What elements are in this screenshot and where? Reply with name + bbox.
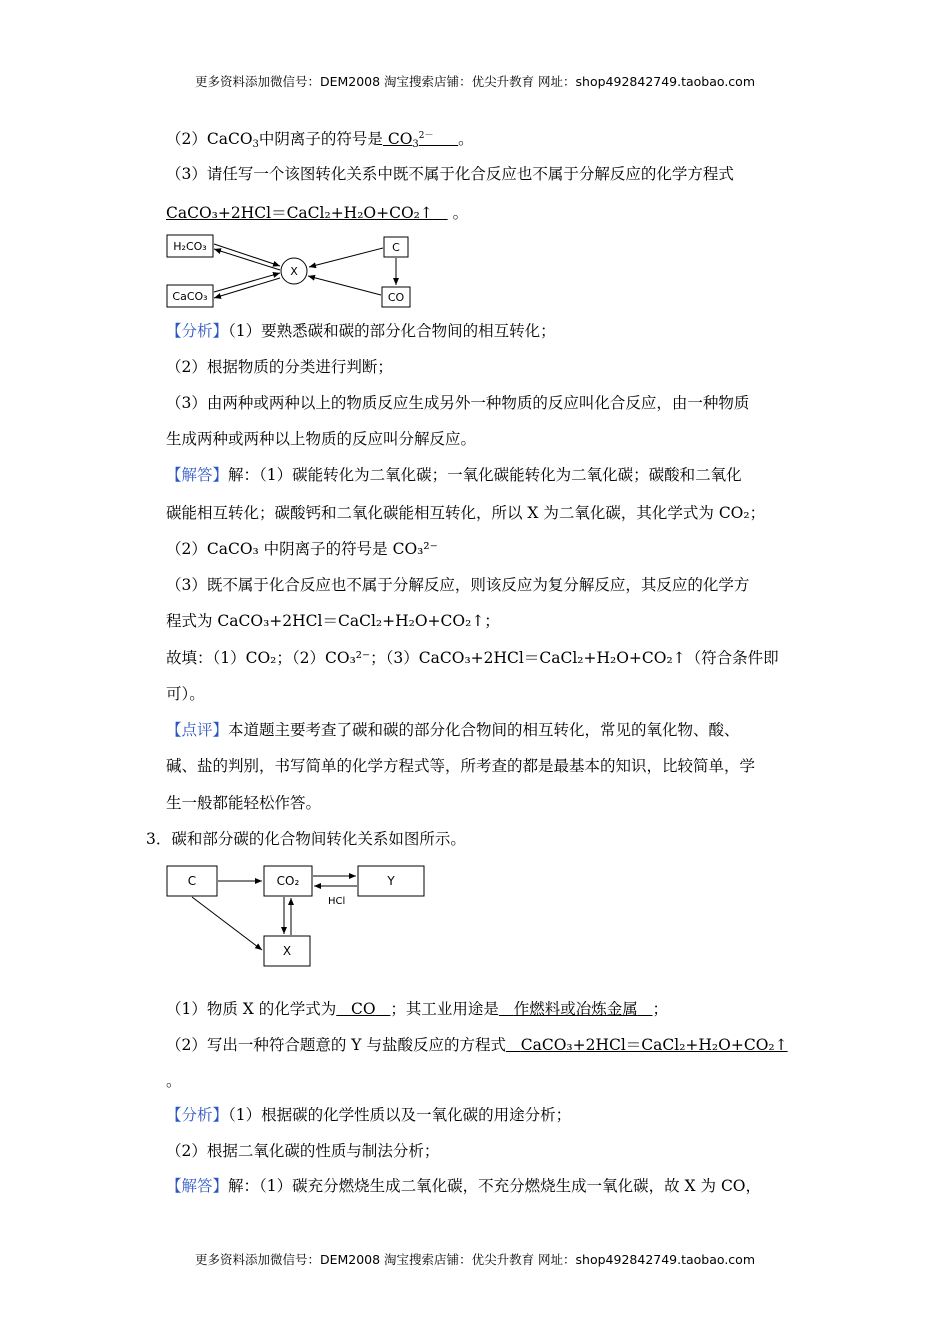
q3-analysis-2: （2）根据二氧化碳的性质与制法分析； bbox=[166, 1142, 440, 1160]
analysis-line-4: 生成两种或两种以上物质的反应叫分解反应。 bbox=[166, 430, 477, 448]
q3-part2-answer: CaCO₃+2HCl＝CaCl₂+H₂O+CO₂↑ bbox=[520, 1036, 788, 1054]
label-hcl: HCl bbox=[328, 896, 346, 907]
solution-line-2: 碳能相互转化；碳酸钙和二氧化碳能相互转化，所以 X 为二氧化碳，其化学式为 CO₂； bbox=[166, 504, 766, 522]
q2-text: （2）CaCO bbox=[166, 130, 253, 148]
label-x2: X bbox=[282, 944, 292, 958]
q3-analysis-1: 【分析】（1）根据碳的化学性质以及一氧化碳的用途分析； bbox=[166, 1106, 572, 1124]
analysis-line-1: 【分析】（1）要熟悉碳和碳的部分化合物间的相互转化； bbox=[166, 322, 556, 340]
diagram-2 bbox=[166, 864, 428, 970]
analysis-line-3: （3）由两种或两种以上的物质反应生成另外一种物质的反应叫化合反应，由一种物质 bbox=[166, 394, 750, 412]
q3-part1: （1）物质 X 的化学式为 CO ；其工业用途是 作燃料或冶炼金属 ； bbox=[166, 1000, 669, 1018]
label-co: CO bbox=[387, 291, 405, 304]
solution-line-3: （2）CaCO₃ 中阴离子的符号是 CO₃²⁻ bbox=[166, 540, 438, 558]
label-c: C bbox=[392, 241, 400, 254]
q2-end: 。 bbox=[458, 130, 474, 148]
analysis-line-2: （2）根据物质的分类进行判断； bbox=[166, 358, 393, 376]
q2-answer: $CO_3^{2-}$ bbox=[382, 130, 434, 150]
q3-part1-answer: CO bbox=[351, 1000, 376, 1018]
q2-text-2: 中阴离子的符号是 bbox=[258, 130, 383, 148]
q3-part2-end: 。 bbox=[166, 1072, 182, 1090]
label-c2: C bbox=[187, 874, 197, 888]
q3-answer-line: CaCO₃+2HCl＝CaCl₂+H₂O+CO₂↑ 。 bbox=[166, 204, 469, 222]
label-caco3: CaCO₃ bbox=[172, 290, 208, 303]
page-footer: 更多资料添加微信号：DEM2008 淘宝搜索店铺：优尖升教育 网址：shop492842749.taobao.com bbox=[194, 1252, 756, 1267]
label-y: Y bbox=[387, 874, 395, 888]
label-h2co3: H₂CO₃ bbox=[173, 240, 207, 253]
fill-line-2: 可）。 bbox=[166, 685, 205, 703]
question-3-title: 3．碳和部分碳的化合物间转化关系如图所示。 bbox=[146, 830, 466, 848]
q3-part2: （2）写出一种符合题意的 Y 与盐酸反应的方程式 CaCO₃+2HCl＝CaCl₂+H₂O+CO₂↑ bbox=[166, 1036, 788, 1054]
comment-line-1: 【点评】本道题主要考查了碳和碳的部分化合物间的相互转化，常见的氧化物、酸、 bbox=[166, 721, 740, 739]
fill-line-1: 故填：（1）CO₂；（2）CO₃²⁻；（3）CaCO₃+2HCl＝CaCl₂+H₂O+CO₂↑（符合条件即 bbox=[166, 649, 779, 667]
q3-answer: CaCO₃+2HCl＝CaCl₂+H₂O+CO₂↑ bbox=[166, 204, 433, 222]
q3-prompt: （3）请任写一个该图转化关系中既不属于化合反应也不属于分解反应的化学方程式 bbox=[166, 165, 734, 183]
comment-line-2: 碱、盐的判别，书写简单的化学方程式等，所考查的都是最基本的知识，比较简单，学 bbox=[166, 757, 756, 775]
label-co2: CO₂ bbox=[276, 874, 300, 888]
label-x: X bbox=[290, 265, 298, 278]
q3-solution-1: 【解答】解：（1）碳充分燃烧生成二氧化碳，不充分燃烧生成一氧化碳，故 X 为 CO， bbox=[166, 1177, 762, 1195]
solution-line-5: 程式为 CaCO₃+2HCl＝CaCl₂+H₂O+CO₂↑； bbox=[166, 612, 500, 630]
comment-line-3: 生一般都能轻松作答。 bbox=[166, 794, 322, 812]
diagram-1 bbox=[166, 234, 416, 310]
solution-line-4: （3）既不属于化合反应也不属于分解反应，则该反应为复分解反应，其反应的化学方 bbox=[166, 576, 750, 594]
q3-part1-answer-2: 作燃料或冶炼金属 bbox=[513, 1000, 638, 1018]
q2-line: （2）CaCO$_3$中阴离子的符号是 $CO_3^{2-}$ 。 bbox=[166, 130, 474, 150]
page-header: 更多资料添加微信号：DEM2008 淘宝搜索店铺：优尖升教育 网址：shop492842749.taobao.com bbox=[194, 74, 756, 89]
solution-line-1: 【解答】解：（1）碳能转化为二氧化碳；一氧化碳能转化为二氧化碳；碳酸和二氧化 bbox=[166, 466, 742, 484]
